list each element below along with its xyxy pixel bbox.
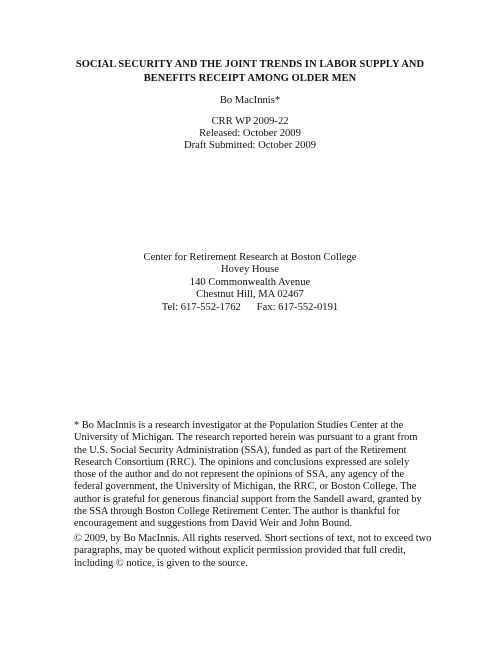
title-line-2: BENEFITS RECEIPT AMONG OLDER MEN <box>143 73 357 84</box>
author-footnote <box>74 420 434 531</box>
footnote-line: those of the author and do not represent the opinions of SSA, any agency of the <box>74 469 405 481</box>
footnote-line: federal government, the University of Michigan, the RRC, or Boston College. The <box>74 481 417 493</box>
copyright-line: © 2009, by Bo MacInnis. All rights reserved. Short sections of text, not to exceed two <box>74 533 432 544</box>
working-paper-id: CRR WP 2009-22 <box>211 116 289 127</box>
copyright-line: including © notice, is given to the source. <box>74 557 248 569</box>
author-name: Bo MacInnis* <box>219 95 281 106</box>
footnote-line: the U.S. Social Security Administration (SSA), funded as part of the Retirement <box>74 444 407 456</box>
copyright-notice <box>74 533 434 570</box>
footnote-line: Research Consortium (RRC). The opinions and conclusions expressed are solely <box>74 456 410 468</box>
address-line-1: Center for Retirement Research at Boston College <box>143 252 357 263</box>
footnote-line: University of Michigan. The research reported herein was pursuant to a grant from <box>74 432 418 444</box>
footnote-line: * Bo MacInnis is a research investigator at the Population Studies Center at the <box>74 420 404 431</box>
address-line-5: Tel: 617-552-1762 Fax: 617-552-0191 <box>161 301 339 313</box>
footnote-line: encouragement and suggestions from David Weir and John Bound. <box>74 518 353 530</box>
address-line-4: Chestnut Hill, MA 02467 <box>196 289 304 301</box>
footnote-line: author is grateful for generous financial support from the Sandell award, granted by <box>74 493 422 505</box>
institution-address <box>40 252 460 314</box>
paper-title <box>40 58 460 86</box>
title-line-1: SOCIAL SECURITY AND THE JOINT TRENDS IN LABOR SUPPLY AND <box>75 59 425 70</box>
address-line-2: Hovey House <box>221 264 279 276</box>
footnote-line: the SSA through Boston College Retirement Center. The author is thankful for <box>74 506 400 518</box>
copyright-line: paragraphs, may be quoted without explicit permission provided that full credit, <box>74 545 406 557</box>
submission-date: Draft Submitted: October 2009 <box>183 140 317 151</box>
release-date: Released: October 2009 <box>199 128 301 139</box>
address-line-3: 140 Commonwealth Avenue <box>189 276 311 288</box>
